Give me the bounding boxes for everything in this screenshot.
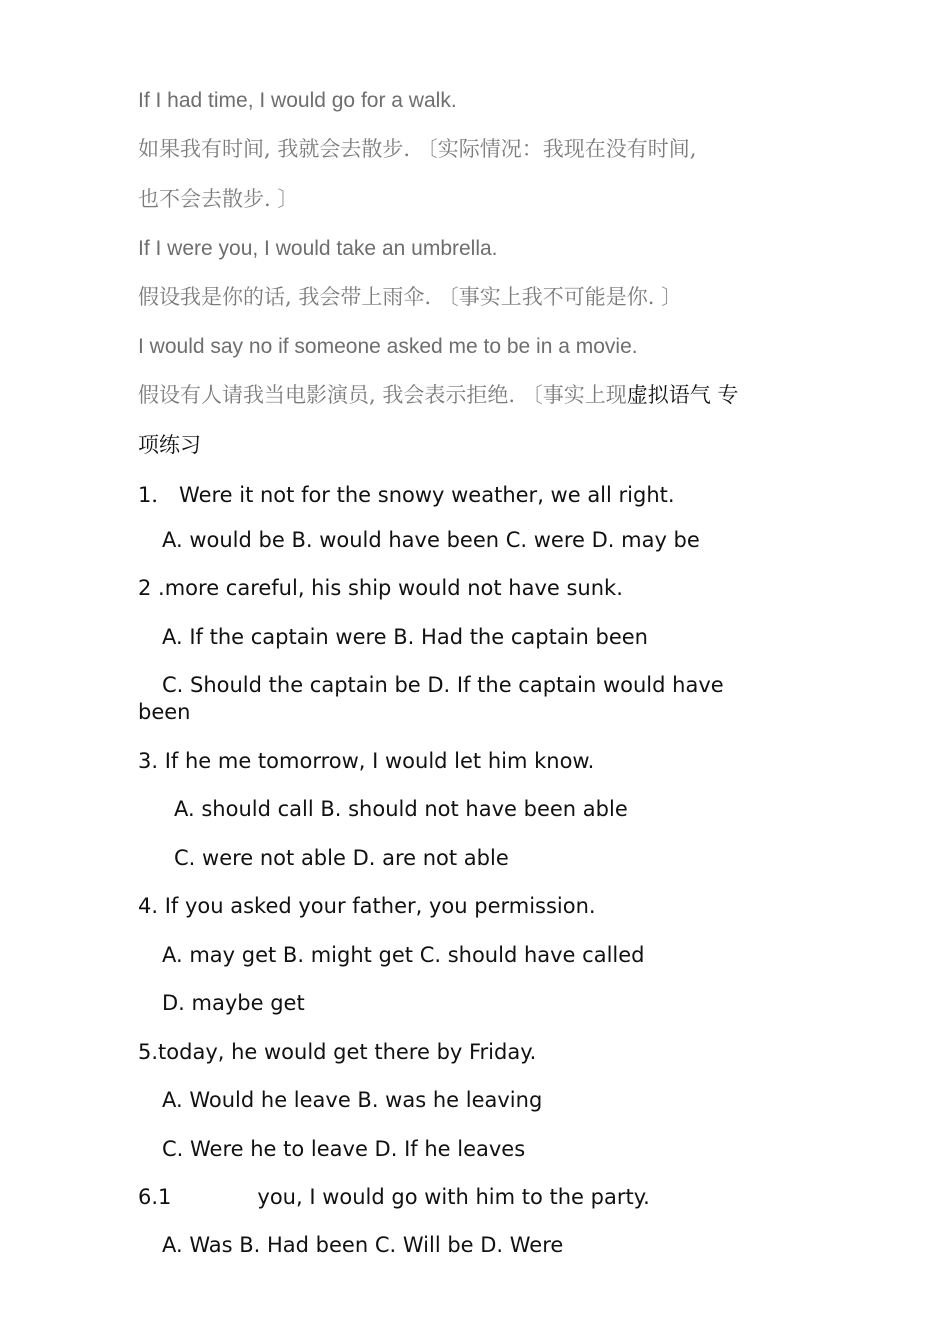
- question-3-options-line-1: A. should call B. should not have been able: [174, 797, 628, 821]
- example-1-chinese-line-2: 也不会去散步. 〕: [138, 187, 299, 211]
- question-3-options-line-2: C. were not able D. are not able: [174, 846, 509, 870]
- question-5-stem: 5.today, he would get there by Friday.: [138, 1040, 537, 1064]
- question-3-stem: 3. If he me tomorrow, I would let him know.: [138, 749, 595, 773]
- question-5-options-line-1: A. Would he leave B. was he leaving: [162, 1088, 543, 1112]
- question-4-options-line-1: A. may get B. might get C. should have called: [162, 943, 645, 967]
- example-1-english: If I had time, I would go for a walk.: [138, 89, 457, 112]
- example-3-english: I would say no if someone asked me to be in a movie.: [138, 335, 638, 358]
- question-6-stem: [138, 1185, 650, 1209]
- question-1-options: A. would be B. would have been C. were D. may be: [162, 528, 700, 552]
- section-heading-end: 项练习: [138, 433, 201, 457]
- question-4-stem: 4. If you asked your father, you permission.: [138, 894, 596, 918]
- question-4-options-line-2: D. maybe get: [162, 991, 305, 1015]
- question-1-stem: 1． Were it not for the snowy weather, we all right.: [138, 483, 675, 507]
- question-5-options-line-2: C. Were he to leave D. If he leaves: [162, 1137, 526, 1161]
- example-3-chinese: 假设有人请我当电影演员, 我会表示拒绝. 〔事实上现: [138, 383, 627, 407]
- example-1-chinese-line-1: 如果我有时间, 我就会去散步. 〔实际情况：我现在没有时间,: [138, 137, 697, 161]
- section-heading-start: 虚拟语气 专: [626, 383, 739, 407]
- question-6-number: 6.1: [138, 1185, 172, 1209]
- question-2-options-line-2: C. Should the captain be D. If the captain would have: [162, 673, 724, 697]
- example-2-english: If I were you, I would take an umbrella.: [138, 237, 498, 260]
- question-2-options-line-3: been: [138, 700, 191, 724]
- question-2-stem: 2 .more careful, his ship would not have sunk.: [138, 576, 623, 600]
- example-2-chinese: 假设我是你的话, 我会带上雨伞. 〔事实上我不可能是你. 〕: [138, 285, 683, 309]
- example-3-chinese-with-heading: [138, 379, 738, 409]
- question-6-options: A. Was B. Had been C. Will be D. Were: [162, 1233, 564, 1257]
- question-2-options-line-1: A. If the captain were B. Had the captain been: [162, 625, 648, 649]
- question-6-text: you, I would go with him to the party.: [257, 1185, 650, 1209]
